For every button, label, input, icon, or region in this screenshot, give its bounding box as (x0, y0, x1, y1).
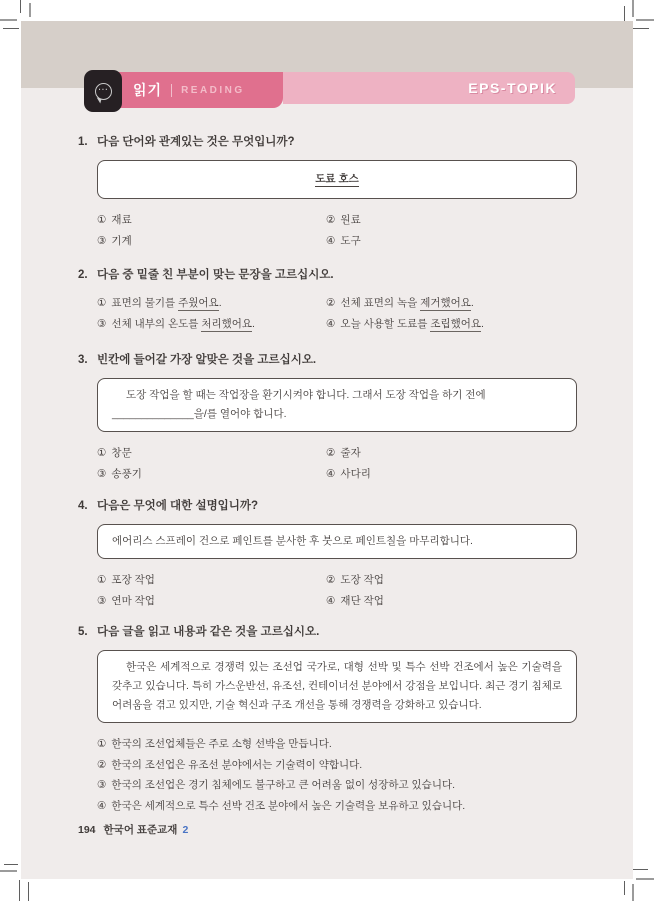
option-2 (97, 755, 577, 776)
question-number: 2. (78, 269, 88, 281)
book-title: 한국어 표준교재 (103, 824, 178, 836)
options (97, 443, 577, 484)
stimulus-box (97, 378, 577, 432)
option-marker: ① (97, 447, 107, 459)
question-number: 4. (78, 500, 88, 512)
page-footer (78, 822, 188, 837)
option-text: 한국의 조선업체들은 주로 소형 선박을 만듭니다. (111, 738, 332, 750)
option-marker: ① (97, 297, 107, 309)
question-3-head (78, 353, 577, 368)
workbook-page (21, 21, 633, 879)
brand-logo-text: EPS-TOPIK (468, 80, 557, 96)
stimulus-box (97, 524, 577, 559)
option-marker: ④ (326, 234, 336, 247)
question-2-body (97, 293, 577, 334)
option-1 (97, 734, 577, 755)
options (97, 210, 577, 251)
option-marker: ② (326, 297, 336, 309)
option-1 (97, 570, 326, 591)
option-marker: ③ (97, 467, 107, 480)
option-text-underlined: 주웠어요 (178, 297, 219, 309)
option-text-underlined: 제거했어요 (420, 297, 471, 309)
option-marker: ③ (97, 594, 107, 607)
option-text: 송풍기 (111, 467, 142, 480)
crop-mark (632, 884, 634, 901)
crop-mark (636, 878, 654, 880)
reading-passage-text: 한국은 세계적으로 경쟁력 있는 조선업 국가로, 대형 선박 및 특수 선박 건조에서 높은 기술력을 갖추고 있습니다. 특히 가스운반선, 유조선, 컨테이너선 분야에서 강점을 보입니다. 최근 경기 침체로 어려움을 겪고 있지만, 기술 혁신과 구조 개선을 통해 경쟁력을 강화하고 있습니다. (112, 661, 562, 711)
section-badge (84, 70, 122, 112)
option-3 (97, 314, 326, 335)
section-subtitle: READING (181, 84, 245, 96)
option-4 (326, 231, 577, 252)
crop-mark (636, 19, 654, 21)
question-5-body (97, 650, 577, 816)
fill-in-blank-line: ______________ (112, 408, 194, 420)
option-2 (326, 293, 577, 314)
question-1-head (78, 135, 577, 150)
option-4 (97, 796, 577, 817)
option-marker: ① (97, 214, 107, 226)
option-text: 한국의 조선업은 경기 침체에도 불구하고 큰 어려움 없이 성장하고 있습니다. (111, 779, 456, 791)
option-marker: ① (97, 738, 107, 750)
option-4 (326, 314, 577, 335)
question-2 (78, 268, 577, 334)
stimulus-box (97, 160, 577, 199)
question-2-head (78, 268, 577, 283)
crop-mark (624, 881, 625, 895)
option-text: 한국은 세계적으로 특수 선박 건조 분야에서 높은 기술력을 보유하고 있습니다. (111, 799, 466, 812)
option-marker: ③ (97, 779, 107, 791)
option-marker: ② (326, 214, 336, 226)
question-number: 3. (78, 354, 88, 366)
option-marker: ③ (97, 234, 107, 247)
option-2 (326, 443, 577, 464)
question-number: 5. (78, 626, 88, 638)
option-text: 재단 작업 (340, 594, 384, 607)
options (97, 570, 577, 611)
crop-mark (633, 869, 648, 870)
option-text: 도구 (340, 234, 361, 247)
stimulus-text: 에어리스 스프레이 건으로 페인트를 분사한 후 붓으로 페인트칠을 마무리합니다. (112, 535, 473, 547)
option-text: 사다리 (340, 467, 371, 480)
option-4 (326, 464, 577, 485)
crop-mark (20, 0, 21, 13)
option-marker: ③ (97, 317, 107, 330)
option-text: 창문 (111, 447, 132, 459)
option-marker: ④ (326, 317, 336, 330)
volume-number: 2 (182, 824, 189, 836)
speech-bubble-icon (95, 83, 112, 100)
option-text: 원료 (340, 214, 361, 226)
crop-mark (28, 882, 29, 901)
question-3 (78, 353, 577, 484)
question-number: 1. (78, 136, 88, 148)
question-5 (78, 625, 577, 816)
option-marker: ④ (326, 467, 336, 480)
section-title: 읽기 (133, 82, 163, 98)
question-1-body (97, 160, 577, 251)
option-text-pre: 선체 표면의 녹을 (340, 297, 421, 309)
crop-mark (4, 864, 18, 865)
reading-passage-box (97, 650, 577, 723)
option-3 (97, 591, 326, 612)
question-prompt: 다음 중 밑줄 친 부분이 맞는 문장을 고르십시오. (97, 269, 334, 281)
option-text-post: . (470, 297, 474, 309)
option-text: 재료 (111, 214, 132, 226)
question-1 (78, 135, 577, 251)
question-prompt: 다음 글을 읽고 내용과 같은 것을 고르십시오. (97, 626, 320, 638)
section-tab-divider (171, 84, 172, 97)
crop-mark (3, 28, 19, 29)
option-1 (97, 210, 326, 231)
question-prompt: 빈칸에 들어갈 가장 알맞은 것을 고르십시오. (97, 354, 317, 366)
question-4-head (78, 499, 577, 514)
option-1 (97, 443, 326, 464)
option-4 (326, 591, 577, 612)
options (97, 734, 577, 816)
question-3-body (97, 378, 577, 484)
option-3 (97, 775, 577, 796)
question-5-head (78, 625, 577, 640)
option-text: 연마 작업 (111, 594, 155, 607)
option-text-post: . (252, 317, 255, 330)
page-number: 194 (78, 824, 96, 836)
option-marker: ② (326, 574, 336, 586)
crop-mark (0, 19, 17, 21)
crop-mark (29, 3, 31, 17)
question-prompt: 다음 단어와 관계있는 것은 무엇입니까? (97, 136, 295, 148)
option-marker: ② (97, 758, 107, 771)
option-text: 포장 작업 (111, 574, 155, 586)
option-3 (97, 231, 326, 252)
option-text-underlined: 처리했어요 (201, 317, 253, 330)
option-3 (97, 464, 326, 485)
question-4-body (97, 524, 577, 611)
option-text: 기계 (111, 234, 132, 247)
questions-area (21, 135, 633, 833)
option-1 (97, 293, 326, 314)
option-text-post: . (481, 317, 484, 330)
crop-mark (624, 6, 625, 22)
option-2 (326, 210, 577, 231)
option-marker: ④ (326, 594, 336, 607)
option-2 (326, 570, 577, 591)
option-marker: ① (97, 574, 107, 586)
crop-mark (0, 870, 17, 872)
question-4 (78, 499, 577, 611)
option-text-post: . (218, 297, 222, 309)
crop-mark (632, 0, 634, 17)
option-text-pre: 선체 내부의 온도를 (111, 317, 202, 330)
brand-bar (283, 72, 575, 104)
question-prompt: 다음은 무엇에 대한 설명입니까? (97, 500, 259, 512)
option-text: 도장 작업 (340, 574, 384, 586)
option-text: 한국의 조선업은 유조선 분야에서는 기술력이 약합니다. (111, 758, 363, 771)
stimulus-text-post: 을/를 열어야 합니다. (193, 408, 287, 420)
option-text-underlined: 조립했어요 (430, 317, 482, 330)
options (97, 293, 577, 334)
crop-mark (633, 28, 649, 29)
stimulus-text-pre: 도장 작업을 할 때는 작업장을 환기시켜야 합니다. 그래서 도장 작업을 하기 전에 (126, 389, 486, 401)
option-text-pre: 표면의 물기를 (111, 297, 179, 309)
option-text-pre: 오늘 사용할 도료를 (340, 317, 431, 330)
option-marker: ② (326, 447, 336, 459)
stimulus-word: 도료 호스 (315, 173, 359, 185)
crop-mark (19, 880, 20, 901)
option-text: 줄자 (340, 447, 361, 459)
option-marker: ④ (97, 799, 107, 812)
